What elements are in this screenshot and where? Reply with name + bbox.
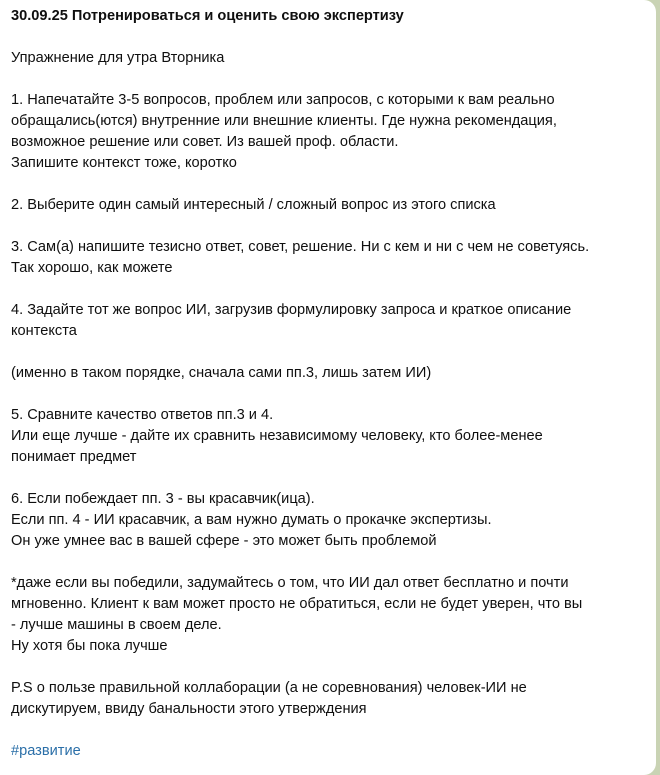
message-line: обращались(ются) внутренние или внешние клиенты. Где нужна рекомендация, xyxy=(11,113,557,129)
message-paragraph xyxy=(11,489,648,552)
message-line: 1. Напечатайте 3-5 вопросов, проблем или запросов, с которыми к вам реально xyxy=(11,92,555,108)
hashtag-link[interactable]: #развитие xyxy=(11,743,81,759)
message-paragraph xyxy=(11,237,648,279)
message-line: - лучше машины в своем деле. xyxy=(11,617,222,633)
message-line: Ну хотя бы пока лучше xyxy=(11,638,168,654)
message-line: мгновенно. Клиент к вам может просто не обратиться, если не будет уверен, что вы xyxy=(11,596,583,612)
message-line: Запишите контекст тоже, коротко xyxy=(11,155,237,171)
message-line: 5. Сравните качество ответов пп.3 и 4. xyxy=(11,407,274,423)
message-line: 3. Сам(а) напишите тезисно ответ, совет, решение. Ни с кем и ни с чем не советуясь. xyxy=(11,239,590,255)
message-paragraph xyxy=(11,363,648,384)
message-line: 2. Выберите один самый интересный / сложный вопрос из этого списка xyxy=(11,197,496,213)
message-line: (именно в таком порядке, сначала сами пп.3, лишь затем ИИ) xyxy=(11,365,432,381)
message-line: понимает предмет xyxy=(11,449,137,465)
message-paragraph xyxy=(11,90,648,174)
message-line: 6. Если побеждает пп. 3 - вы красавчик(ица). xyxy=(11,491,315,507)
message-line: *даже если вы победили, задумайтесь о том, что ИИ дал ответ бесплатно и почти xyxy=(11,575,569,591)
message-line: контекста xyxy=(11,323,77,339)
message-title: 30.09.25 Потренироваться и оценить свою экспертизу xyxy=(11,8,404,24)
message-paragraph xyxy=(11,195,648,216)
message-line: Так хорошо, как можете xyxy=(11,260,173,276)
message-line: Если пп. 4 - ИИ красавчик, а вам нужно думать о прокачке экспертизы. xyxy=(11,512,492,528)
message-line: Упражнение для утра Вторника xyxy=(11,50,225,66)
message-line: Он уже умнее вас в вашей сфере - это может быть проблемой xyxy=(11,533,437,549)
message-body xyxy=(11,48,648,720)
message-line: Или еще лучше - дайте их сравнить независимому человеку, кто более-менее xyxy=(11,428,543,444)
spacer xyxy=(11,27,648,48)
message-line: возможное решение или совет. Из вашей проф. области. xyxy=(11,134,399,150)
message-paragraph xyxy=(11,300,648,342)
message-paragraph xyxy=(11,573,648,657)
message-line: P.S о пользе правильной коллаборации (а не соревнования) человек-ИИ не xyxy=(11,680,527,696)
message-paragraph xyxy=(11,48,648,69)
message-paragraph xyxy=(11,405,648,468)
message-line: 4. Задайте тот же вопрос ИИ, загрузив формулировку запроса и краткое описание xyxy=(11,302,572,318)
message-paragraph xyxy=(11,678,648,720)
message-line: дискутируем, ввиду банальности этого утверждения xyxy=(11,701,367,717)
